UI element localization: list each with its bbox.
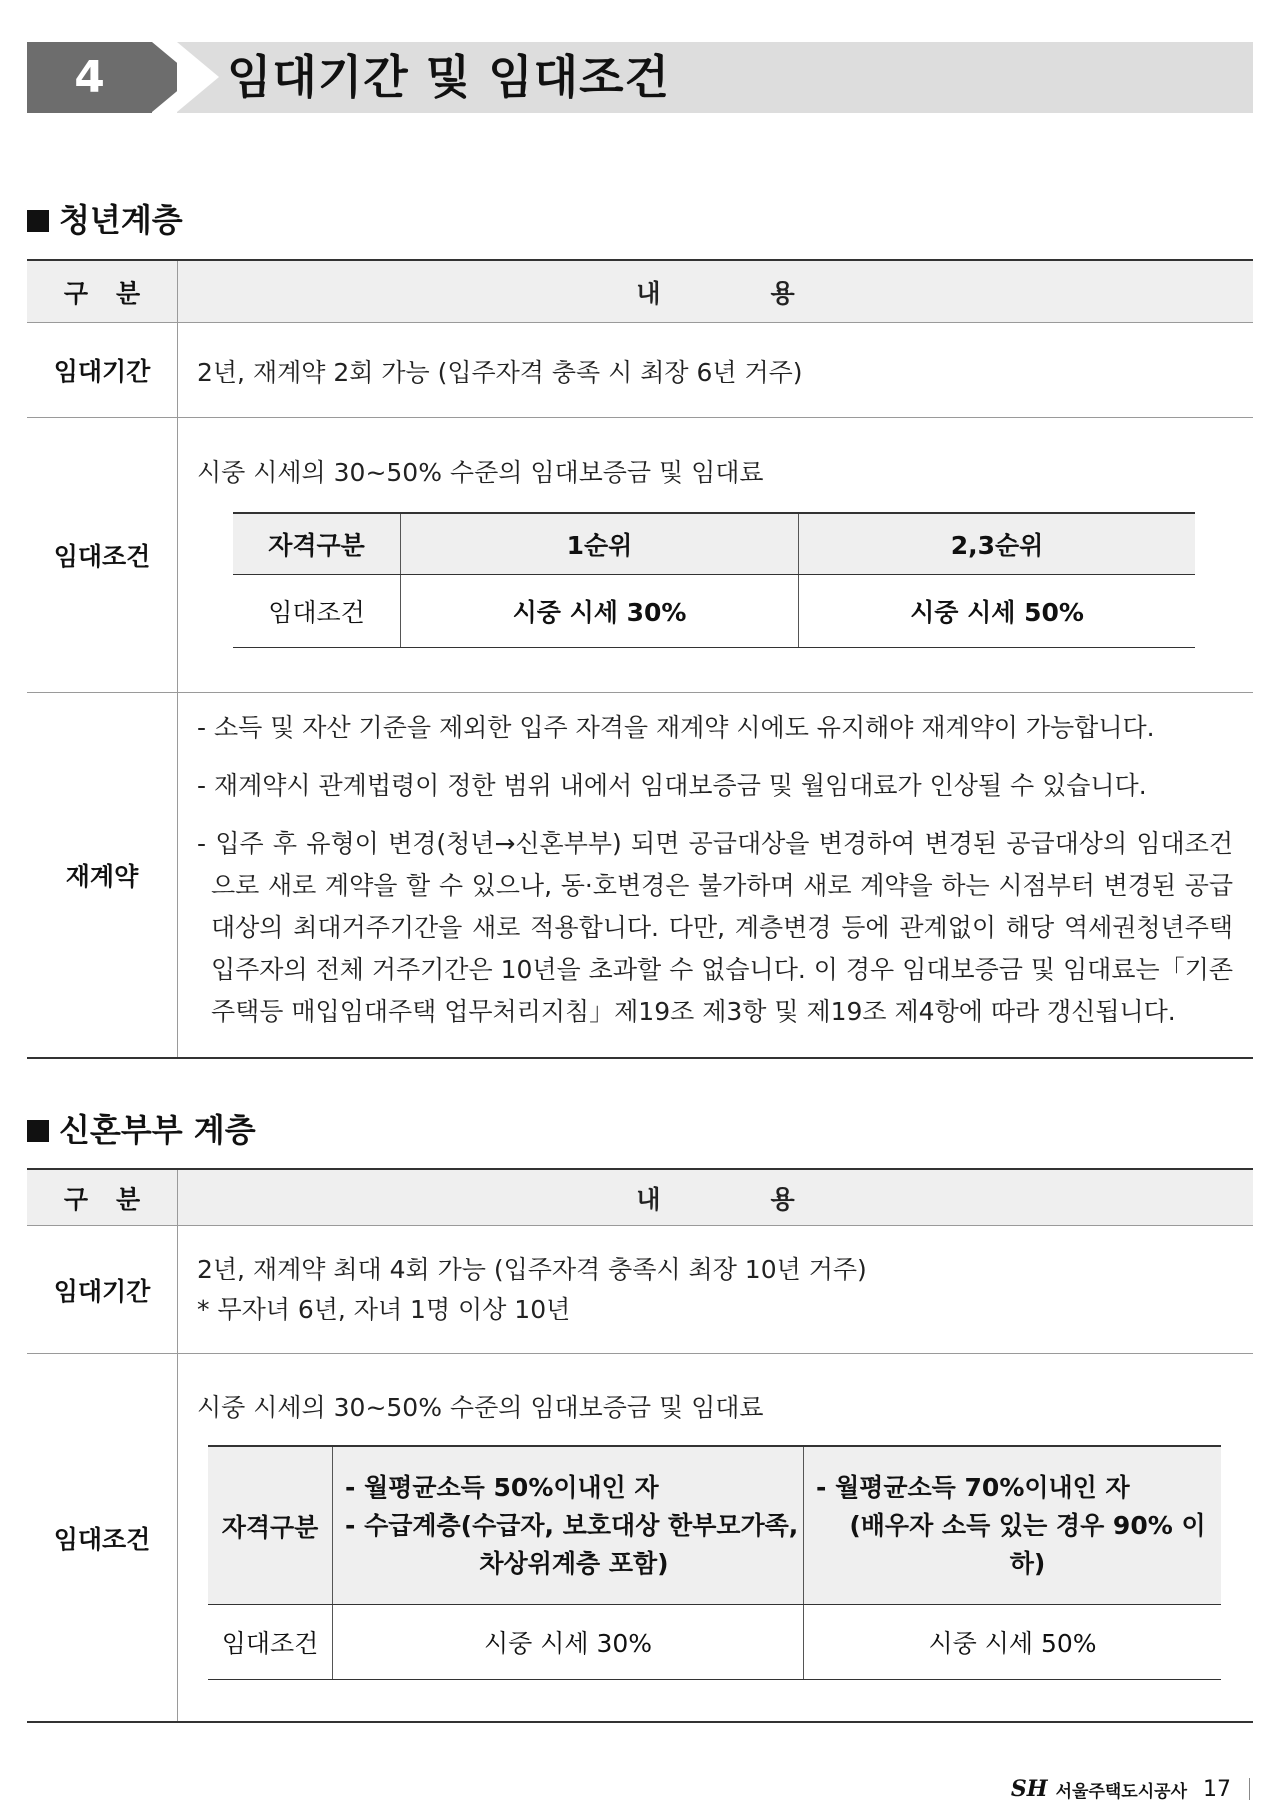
renewal-item-3: - 입주 후 유형이 변경(청년→신혼부부) 되면 공급대상을 변경하여 변경된 공급대상의 임대조건으로 새로 계약을 할 수 있으나, 동·호변경은 불가하며 새로 계약을 하는 시점부터 변경된 공급대상의 최대거주기간을 새로 적용합니다. 다만, 계층변경 등에 관계없이 해당 역세권청년주택 입주자의 전체 거주기간은 10년을 초과할 수 없습니다. 이 경우 임대보증금 및 임대료는「기존주택등 매입임대주택 업무처리지침」제19조 제3항 및 제19조 제4항에 따라 갱신됩니다. [197,829,1233,1026]
col1-line3: 차상위계층 포함) [479,1548,669,1578]
banner-notch-shape [177,42,219,112]
youth-header-row [27,261,1253,323]
section-banner [27,42,1253,113]
inner-header-rank23: 2,3순위 [950,531,1044,560]
youth-renewal-row [27,693,1253,1059]
renewal-item-2: - 재계약시 관계법령이 정한 범위 내에서 임대보증금 및 월임대료가 인상될 수 있습니다. [197,771,1147,800]
conditions-intro: 시중 시세의 30~50% 수준의 임대보증금 및 임대료 [197,458,764,487]
youth-conditions-row [27,418,1253,693]
newlywed-header-row [27,1170,1253,1226]
newlywed-conditions-inner-table [208,1445,1221,1680]
header-content: 내용 [636,1184,905,1214]
period-text: 2년, 재계약 2회 가능 (입주자격 충족 시 최장 6년 거주) [197,358,803,387]
conditions-label: 임대조건 [53,1524,151,1554]
inner-row-label: 임대조건 [268,598,365,627]
conditions-intro: 시중 시세의 30~50% 수준의 임대보증금 및 임대료 [197,1393,764,1422]
inner-header-row [208,1447,1221,1605]
inner-rank1-value: 시중 시세 30% [512,598,687,627]
renewal-label: 재계약 [65,862,139,891]
page-footer [1011,1772,1250,1806]
youth-heading [27,198,183,242]
inner-header-qualification: 자격구분 [268,531,365,560]
header-category: 구분 [63,1184,169,1214]
newlywed-table [27,1168,1253,1723]
header-content: 내용 [636,278,905,308]
sh-logo: SH [1010,1776,1048,1802]
inner-data-row [233,575,1195,648]
newlywed-period-row [27,1226,1253,1354]
inner-row-label: 임대조건 [221,1629,319,1658]
inner-col1-value: 시중 시세 30% [483,1629,653,1658]
conditions-label: 임대조건 [53,542,151,571]
youth-table [27,259,1253,1059]
period-label: 임대기간 [53,1276,151,1306]
header-category: 구분 [63,278,169,308]
col1-line1: - 월평균소득 50%이내인 자 [345,1472,659,1502]
footer-divider [1249,1778,1250,1800]
period-label: 임대기간 [53,357,151,386]
page-number: 17 [1203,1776,1231,1802]
inner-rank23-value: 시중 시세 50% [910,598,1084,627]
renewal-item-1: - 소득 및 자산 기준을 제외한 입주 자격을 재계약 시에도 유지해야 재계약이 가능합니다. [197,713,1155,742]
period-text-line2: * 무자녀 6년, 자녀 1명 이상 10년 [197,1295,571,1324]
newlywed-heading [27,1108,256,1152]
newlywed-heading-text: 신혼부부 계층 [59,1111,256,1149]
renewal-bullets [197,707,1233,1049]
inner-header-col2 [804,1447,1221,1604]
period-text-line1: 2년, 재계약 최대 4회 가능 (입주자격 충족시 최장 10년 거주) [197,1255,867,1284]
inner-header-row [233,514,1195,575]
square-bullet-icon [27,210,49,232]
youth-heading-text: 청년계층 [59,201,183,239]
inner-header-qualification: 자격구분 [221,1512,319,1542]
youth-conditions-inner-table [233,512,1195,648]
newlywed-conditions-row [27,1354,1253,1723]
inner-header-col1 [333,1447,803,1604]
section-number: 4 [74,52,105,103]
col2-line2: (배우자 소득 있는 경우 90% 이하) [849,1510,1206,1578]
square-bullet-icon [27,1120,49,1142]
inner-header-rank1: 1순위 [566,531,633,560]
youth-period-row [27,323,1253,418]
inner-col2-value: 시중 시세 50% [928,1629,1097,1658]
col1-line2: - 수급계층(수급자, 보호대상 한부모가족, [345,1510,799,1540]
organization-name: 서울주택도시공사 [1055,1781,1187,1802]
section-title: 임대기간 및 임대조건 [227,50,670,104]
inner-data-row [208,1605,1221,1680]
col2-line1: - 월평균소득 70%이내인 자 [816,1472,1130,1502]
